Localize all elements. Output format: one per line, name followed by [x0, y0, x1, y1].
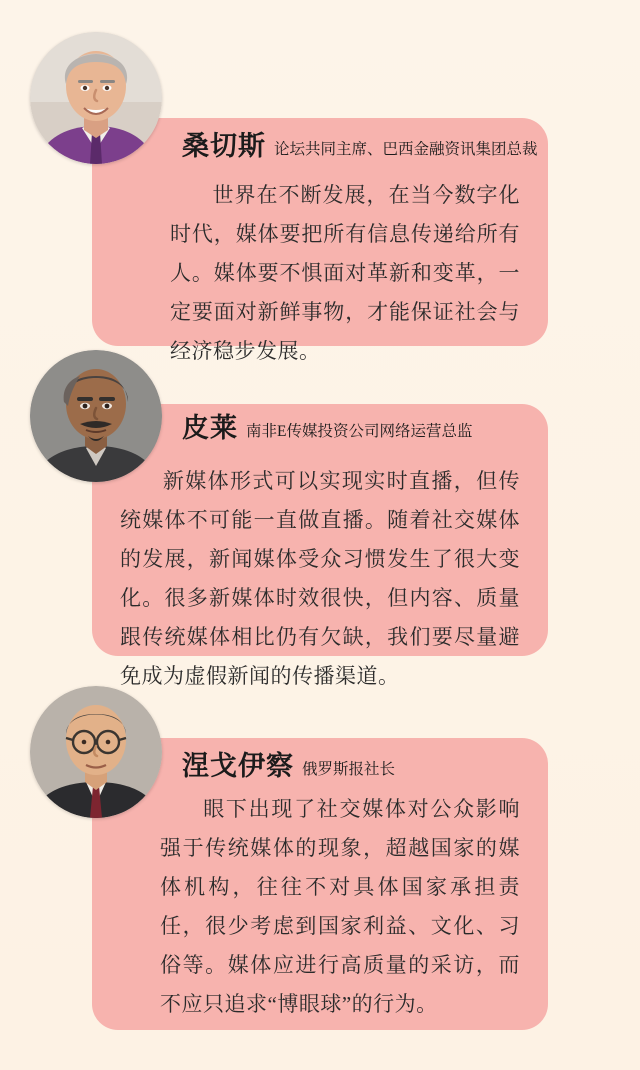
avatar-niegeyicha [30, 686, 162, 818]
quote-text: 眼下出现了社交媒体对公众影响强于传统媒体的现象，超越国家的媒体机构，往往不对具体国家承担责任，很少考虑到国家利益、文化、习俗等。媒体应进行高质量的采访，而不应只追求“博眼球”的行为。 [160, 797, 520, 1016]
speaker-quote-3 [160, 790, 520, 1024]
speaker-title: 俄罗斯报社长 [302, 761, 396, 778]
speaker-quote-1 [170, 176, 520, 371]
speaker-name-row-1 [182, 124, 538, 163]
speaker-name: 涅戈伊察 [182, 751, 294, 781]
speaker-name: 皮莱 [182, 413, 238, 443]
avatar-sangqiesi [30, 32, 162, 164]
speaker-name-row-3 [182, 744, 395, 783]
speaker-name: 桑切斯 [182, 131, 266, 161]
quote-text: 世界在不断发展，在当今数字化时代，媒体要把所有信息传递给所有人。媒体要不惧面对革新和变革，一定要面对新鲜事物，才能保证社会与经济稳步发展。 [170, 183, 520, 363]
speaker-quote-2 [120, 462, 520, 696]
avatar-pilai [30, 350, 162, 482]
speaker-title: 论坛共同主席、巴西金融资讯集团总裁 [274, 141, 538, 158]
speaker-name-row-2 [182, 406, 472, 445]
quote-text: 新媒体形式可以实现实时直播，但传统媒体不可能一直做直播。随着社交媒体的发展，新闻媒体受众习惯发生了很大变化。很多新媒体时效很快，但内容、质量跟传统媒体相比仍有欠缺，我们要尽量避免成为虚假新闻的传播渠道。 [120, 469, 520, 688]
speaker-title: 南非E传媒投资公司网络运营总监 [246, 423, 473, 440]
